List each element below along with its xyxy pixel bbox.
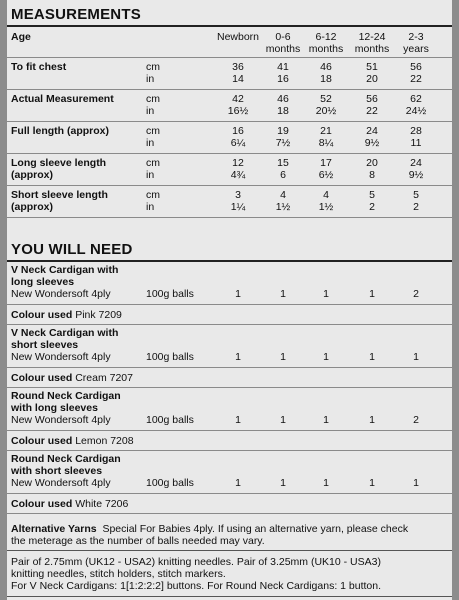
value-in: 4¾ bbox=[230, 169, 246, 181]
colour-used-label: Colour used bbox=[11, 435, 73, 447]
value-cm: 24 bbox=[410, 157, 422, 169]
unit-cm: cm bbox=[146, 61, 160, 73]
value-in: 16 bbox=[277, 73, 289, 85]
row-divider bbox=[7, 217, 452, 218]
value-in: 22 bbox=[366, 105, 378, 117]
ball-quantity: 1 bbox=[235, 288, 241, 300]
value-in: 6½ bbox=[318, 169, 334, 181]
ball-quantity: 1 bbox=[280, 351, 286, 363]
alternative-yarns bbox=[11, 523, 408, 535]
measurement-label-2: (approx) bbox=[11, 169, 53, 181]
unit-in: in bbox=[146, 169, 155, 181]
value-in: 1½ bbox=[318, 201, 334, 213]
ball-quantity: 1 bbox=[369, 351, 375, 363]
row-divider bbox=[7, 493, 452, 494]
notions-line-1: Pair of 2.75mm (UK12 - USA2) knitting needles. Pair of 3.25mm (UK10 - USA3) bbox=[11, 556, 381, 568]
alternative-yarns-text: Special For Babies 4ply. If using an alternative yarn, please check bbox=[102, 523, 409, 535]
colour-used bbox=[11, 309, 122, 321]
value-in: 8 bbox=[369, 169, 375, 181]
garment-name-2: short sleeves bbox=[11, 339, 79, 351]
colour-value: Cream 7207 bbox=[75, 372, 133, 384]
yarn-name: New Wondersoft 4ply bbox=[11, 477, 111, 489]
size-header-line2: months bbox=[265, 43, 301, 55]
value-cm: 41 bbox=[277, 61, 289, 73]
yarn-unit: 100g balls bbox=[146, 477, 194, 489]
value-in: 1¼ bbox=[230, 201, 246, 213]
value-cm: 28 bbox=[410, 125, 422, 137]
ball-quantity: 1 bbox=[323, 351, 329, 363]
value-cm: 12 bbox=[232, 157, 244, 169]
value-in: 18 bbox=[277, 105, 289, 117]
value-cm: 51 bbox=[366, 61, 378, 73]
yarn-name: New Wondersoft 4ply bbox=[11, 351, 111, 363]
value-cm: 42 bbox=[232, 93, 244, 105]
value-in: 9½ bbox=[408, 169, 424, 181]
value-in: 8¼ bbox=[318, 137, 334, 149]
colour-used-label: Colour used bbox=[11, 372, 73, 384]
value-cm: 4 bbox=[280, 189, 286, 201]
garment-name-2: with long sleeves bbox=[11, 402, 98, 414]
colour-used-label: Colour used bbox=[11, 498, 73, 510]
row-divider bbox=[7, 450, 452, 451]
value-in: 7½ bbox=[275, 137, 291, 149]
you-will-need-heading: YOU WILL NEED bbox=[11, 241, 133, 258]
notions-line-3: For V Neck Cardigans: 1[1:2:2:2] buttons. For Round Neck Cardigans: 1 button. bbox=[11, 580, 382, 592]
yarn-name: New Wondersoft 4ply bbox=[11, 288, 111, 300]
ball-quantity: 1 bbox=[280, 288, 286, 300]
garment-name: V Neck Cardigan with bbox=[11, 264, 119, 276]
colour-value: Pink 7209 bbox=[75, 309, 122, 321]
right-border bbox=[452, 0, 459, 600]
value-cm: 24 bbox=[366, 125, 378, 137]
measurement-label: Short sleeve length bbox=[11, 189, 108, 201]
ball-quantity: 1 bbox=[413, 477, 419, 489]
ball-quantity: 1 bbox=[323, 477, 329, 489]
value-cm: 36 bbox=[232, 61, 244, 73]
colour-value: Lemon 7208 bbox=[75, 435, 134, 447]
ball-quantity: 1 bbox=[369, 477, 375, 489]
value-cm: 46 bbox=[320, 61, 332, 73]
row-divider bbox=[7, 550, 452, 551]
value-cm: 20 bbox=[366, 157, 378, 169]
value-in: 14 bbox=[232, 73, 244, 85]
value-cm: 5 bbox=[369, 189, 375, 201]
value-cm: 17 bbox=[320, 157, 332, 169]
value-in: 16½ bbox=[227, 105, 249, 117]
colour-used-label: Colour used bbox=[11, 309, 73, 321]
unit-in: in bbox=[146, 105, 155, 117]
value-in: 1½ bbox=[275, 201, 291, 213]
colour-used bbox=[11, 498, 128, 510]
row-divider bbox=[7, 387, 452, 388]
unit-cm: cm bbox=[146, 157, 160, 169]
unit-cm: cm bbox=[146, 93, 160, 105]
value-in: 24½ bbox=[405, 105, 427, 117]
unit-in: in bbox=[146, 137, 155, 149]
value-cm: 56 bbox=[366, 93, 378, 105]
value-in: 18 bbox=[320, 73, 332, 85]
value-cm: 52 bbox=[320, 93, 332, 105]
value-cm: 3 bbox=[235, 189, 241, 201]
row-divider bbox=[7, 57, 452, 58]
measurement-label: To fit chest bbox=[11, 61, 67, 73]
value-cm: 4 bbox=[323, 189, 329, 201]
ball-quantity: 2 bbox=[413, 288, 419, 300]
colour-used bbox=[11, 435, 134, 447]
value-in: 2 bbox=[369, 201, 375, 213]
value-cm: 19 bbox=[277, 125, 289, 137]
ball-quantity: 1 bbox=[369, 288, 375, 300]
row-divider bbox=[7, 324, 452, 325]
row-divider bbox=[7, 513, 452, 514]
value-in: 6 bbox=[280, 169, 286, 181]
unit-in: in bbox=[146, 73, 155, 85]
value-cm: 62 bbox=[410, 93, 422, 105]
garment-name: Round Neck Cardigan bbox=[11, 390, 121, 402]
row-divider bbox=[7, 430, 452, 431]
row-divider bbox=[7, 185, 452, 186]
yarn-unit: 100g balls bbox=[146, 351, 194, 363]
value-cm: 16 bbox=[232, 125, 244, 137]
unit-cm: cm bbox=[146, 125, 160, 137]
row-divider bbox=[7, 596, 452, 597]
value-in: 11 bbox=[410, 137, 422, 149]
unit-cm: cm bbox=[146, 189, 160, 201]
row-divider bbox=[7, 367, 452, 368]
size-header-line2: months bbox=[354, 43, 390, 55]
row-divider bbox=[7, 304, 452, 305]
ball-quantity: 1 bbox=[369, 414, 375, 426]
divider bbox=[7, 260, 452, 262]
value-in: 22 bbox=[410, 73, 422, 85]
size-header-line1: 0-6 bbox=[275, 31, 291, 43]
value-in: 9½ bbox=[364, 137, 380, 149]
value-in: 20½ bbox=[315, 105, 337, 117]
size-header-line1: 2-3 bbox=[408, 31, 424, 43]
size-header-line1: 12-24 bbox=[358, 31, 386, 43]
ball-quantity: 2 bbox=[413, 414, 419, 426]
measurement-label-2: (approx) bbox=[11, 201, 53, 213]
value-cm: 5 bbox=[413, 189, 419, 201]
row-divider bbox=[7, 89, 452, 90]
row-divider bbox=[7, 121, 452, 122]
colour-used bbox=[11, 372, 133, 384]
alternative-yarns-label: Alternative Yarns bbox=[11, 523, 97, 535]
value-in: 2 bbox=[413, 201, 419, 213]
ball-quantity: 1 bbox=[280, 414, 286, 426]
size-header-line1: 6-12 bbox=[315, 31, 337, 43]
garment-name-2: long sleeves bbox=[11, 276, 75, 288]
ball-quantity: 1 bbox=[280, 477, 286, 489]
alternative-yarns-text-2: the meterage as the number of balls needed may vary. bbox=[11, 535, 265, 547]
yarn-unit: 100g balls bbox=[146, 288, 194, 300]
age-header: Age bbox=[11, 31, 31, 43]
value-cm: 46 bbox=[277, 93, 289, 105]
measurement-label: Actual Measurement bbox=[11, 93, 114, 105]
garment-name-2: with short sleeves bbox=[11, 465, 103, 477]
left-border bbox=[0, 0, 7, 600]
value-cm: 56 bbox=[410, 61, 422, 73]
ball-quantity: 1 bbox=[323, 288, 329, 300]
measurement-label: Full length (approx) bbox=[11, 125, 109, 137]
unit-in: in bbox=[146, 201, 155, 213]
garment-name: Round Neck Cardigan bbox=[11, 453, 121, 465]
garment-name: V Neck Cardigan with bbox=[11, 327, 119, 339]
divider bbox=[7, 25, 452, 27]
size-header-line2: years bbox=[403, 43, 429, 55]
row-divider bbox=[7, 153, 452, 154]
value-in: 20 bbox=[366, 73, 378, 85]
colour-value: White 7206 bbox=[75, 498, 129, 510]
ball-quantity: 1 bbox=[235, 414, 241, 426]
ball-quantity: 1 bbox=[323, 414, 329, 426]
value-cm: 21 bbox=[320, 125, 332, 137]
value-cm: 15 bbox=[277, 157, 289, 169]
measurement-label: Long sleeve length bbox=[11, 157, 107, 169]
ball-quantity: 1 bbox=[413, 351, 419, 363]
yarn-name: New Wondersoft 4ply bbox=[11, 414, 111, 426]
value-in: 6¼ bbox=[230, 137, 246, 149]
yarn-unit: 100g balls bbox=[146, 414, 194, 426]
size-header-line2: months bbox=[308, 43, 344, 55]
size-header-line2: Newborn bbox=[216, 31, 260, 43]
measurements-heading: MEASUREMENTS bbox=[11, 6, 141, 23]
notions-line-2: knitting needles, stitch holders, stitch markers. bbox=[11, 568, 226, 580]
ball-quantity: 1 bbox=[235, 477, 241, 489]
ball-quantity: 1 bbox=[235, 351, 241, 363]
